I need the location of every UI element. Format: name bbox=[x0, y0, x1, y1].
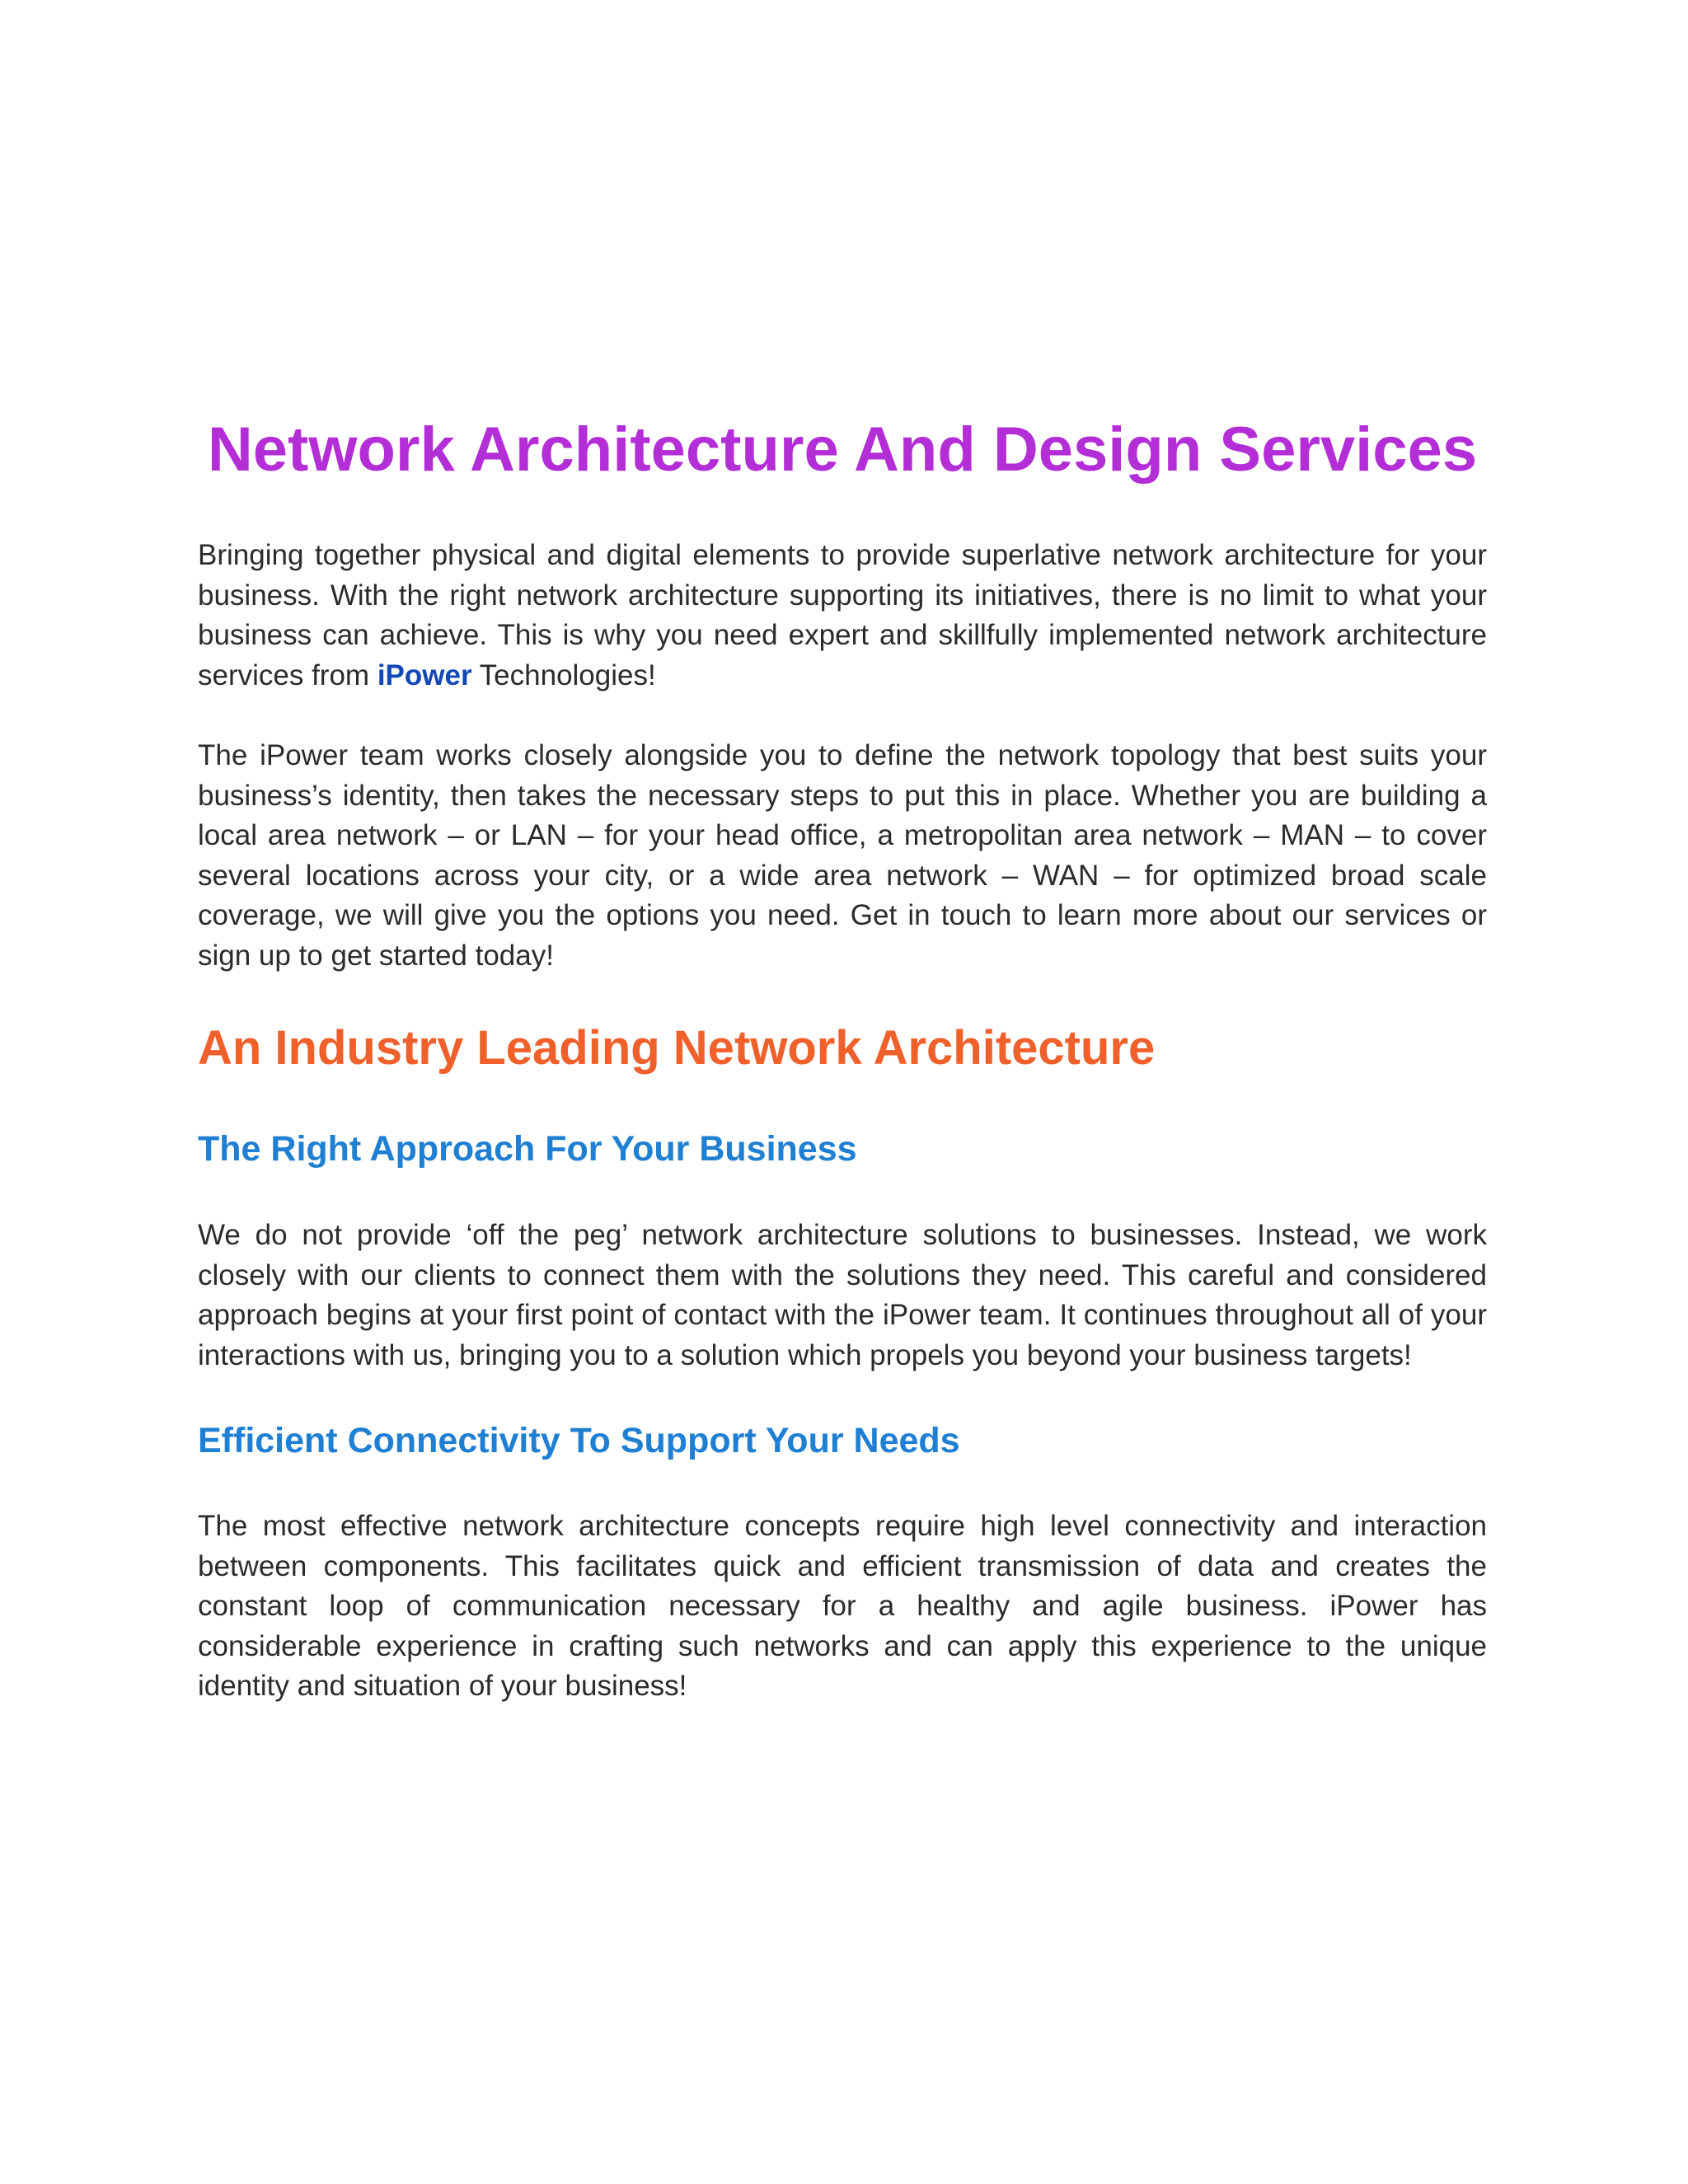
subsection-heading-approach: The Right Approach For Your Business bbox=[198, 1129, 857, 1169]
intro-text-after: Technologies! bbox=[471, 658, 656, 691]
topology-paragraph: The iPower team works closely alongside you to define the network topology that best suits your business’s identity, then takes the necessary steps to put this in place. Whether you are building a local area network – or LAN – for your head office, a metropolitan area network – MAN – to cover several locations across your city, or a wide area network – WAN – for optimized broad scale coverage, we will give you the options you need. Get in touch to learn more about our services or sign up to get started today! bbox=[198, 739, 1487, 972]
intro-text-before: Bringing together physical and digital elements to provide superlative network architecture for your business. With the right network architecture supporting its initiatives, there is no limit to what your business can achieve. This is why you need expert and skillfully implemented network architecture services from bbox=[198, 539, 1487, 691]
page-title: Network Architecture And Design Services bbox=[207, 415, 1478, 485]
section-heading: An Industry Leading Network Architecture bbox=[198, 1021, 1156, 1075]
approach-paragraph: We do not provide ‘off the peg’ network architecture solutions to businesses. Instead, we work closely with our clients to connect them with the solutions they need. This careful and considered approach begins at your first point of contact with the iPower team. It continues throughout all of your interactions with us, bringing you to a solution which propels you beyond your business targets! bbox=[198, 1219, 1487, 1371]
intro-paragraph bbox=[198, 536, 1487, 696]
connectivity-paragraph: The most effective network architecture concepts require high level connectivity and interaction between components. This facilitates quick and efficient transmission of data and creates the constant loop of communication necessary for a healthy and agile business. iPower has considerable experience in crafting such networks and can apply this experience to the unique identity and situation of your business! bbox=[198, 1510, 1487, 1702]
subsection-heading-connectivity: Efficient Connectivity To Support Your Needs bbox=[198, 1421, 960, 1460]
brand-name: iPower bbox=[377, 658, 472, 691]
